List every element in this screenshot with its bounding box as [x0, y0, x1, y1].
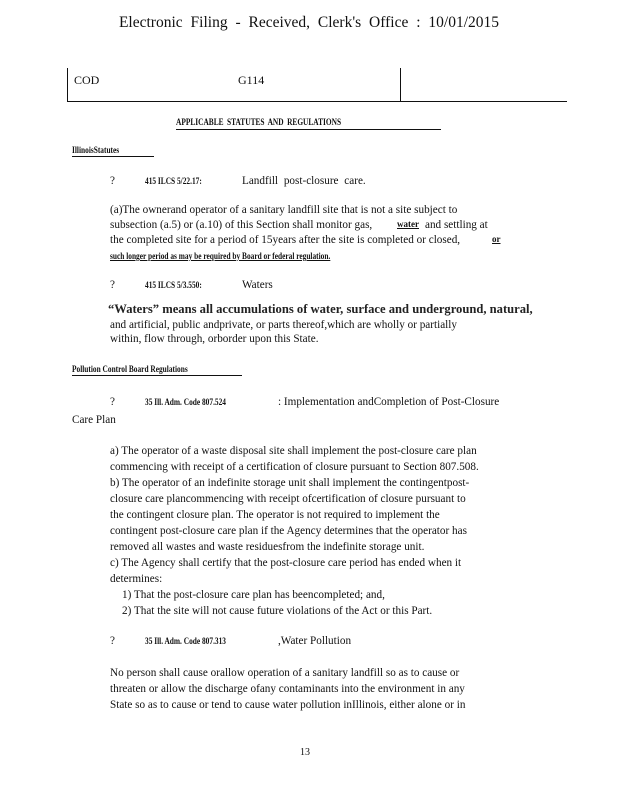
- regulation-citation: 35 Ill. Adm. Code 807.524: [145, 397, 226, 407]
- underlined-word: or: [492, 234, 501, 244]
- bullet-icon: ?: [110, 175, 115, 187]
- numbered-item: 2) That the site will not cause future violations of the Act or this Part.: [122, 605, 433, 617]
- regulation-title: : Implementation andCompletion of Post-Closure: [278, 396, 500, 408]
- paragraph-line: threaten or allow the discharge ofany contaminants into the environment in any: [110, 683, 465, 695]
- paragraph-line: (a)The ownerand operator of a sanitary landfill site that is not a site subject to: [110, 204, 458, 216]
- regulation-title-continued: Care Plan: [72, 414, 116, 426]
- statute-title: Landfill post-closure care.: [242, 175, 366, 187]
- statute-title: Waters: [242, 279, 273, 291]
- filing-header: Electronic Filing - Received, Clerk's Office : 10/01/2015: [118, 14, 500, 31]
- statute-citation: 415 ILCS 5/3.550:: [145, 280, 202, 290]
- paragraph-line: subsection (a.5) or (a.10) of this Section shall monitor gas,: [110, 219, 373, 231]
- paragraph-line: b) The operator of an indefinite storage unit shall implement the contingentpost-: [110, 477, 470, 489]
- paragraph-line: commencing with receipt of a certification of closure pursuant to Section 807.508.: [110, 461, 479, 473]
- paragraph-line: removed all wastes and waste residuesfrom the indefinite storage unit.: [110, 541, 425, 553]
- paragraph-line: the contingent closure plan. The operator is not required to implement the: [110, 509, 440, 521]
- paragraph-line: a) The operator of a waste disposal site shall implement the post-closure care plan: [110, 445, 477, 457]
- section-title-underline: [176, 129, 441, 130]
- g114-label: G114: [238, 73, 265, 87]
- illinois-statutes-underline: [72, 156, 154, 157]
- paragraph-line: and settling at: [425, 219, 488, 231]
- section-title: APPLICABLE STATUTES AND REGULATIONS: [176, 117, 342, 127]
- box-left-border: [67, 68, 68, 101]
- bullet-icon: ?: [110, 635, 115, 647]
- regulation-title: ,Water Pollution: [278, 635, 352, 647]
- paragraph-line: and artificial, public andprivate, or parts thereof,which are wholly or partially: [110, 319, 457, 331]
- page-number: 13: [300, 747, 310, 758]
- box-right-divider: [400, 68, 401, 101]
- waters-definition: “Waters” means all accumulations of water, surface and underground, natural,: [108, 302, 533, 316]
- pcb-regulations-heading: Pollution Control Board Regulations: [72, 364, 188, 374]
- paragraph-line: c) The Agency shall certify that the post-closure care period has ended when it: [110, 557, 462, 569]
- underlined-line: such longer period as may be required by Board or federal regulation.: [110, 251, 331, 261]
- paragraph-line: closure care plancommencing with receipt ofcertification of closure pursuant to: [110, 493, 466, 505]
- illinois-statutes-heading: IllinoisStatutes: [72, 145, 120, 155]
- pcb-regulations-underline: [72, 375, 242, 376]
- cod-label: COD: [74, 73, 100, 87]
- underlined-word: water: [397, 219, 419, 229]
- statute-citation: 415 ILCS 5/22.17:: [145, 176, 202, 186]
- regulation-citation: 35 Ill. Adm. Code 807.313: [145, 636, 226, 646]
- paragraph-line: within, flow through, orborder upon this State.: [110, 333, 319, 345]
- paragraph-line: State so as to cause or tend to cause water pollution inIllinois, either alone or in: [110, 699, 466, 711]
- box-bottom-border: [67, 101, 567, 102]
- paragraph-line: No person shall cause orallow operation of a sanitary landfill so as to cause or: [110, 667, 460, 679]
- numbered-item: 1) That the post-closure care plan has beencompleted; and,: [122, 589, 385, 601]
- paragraph-line: the completed site for a period of 15years after the site is completed or closed,: [110, 234, 461, 246]
- bullet-icon: ?: [110, 396, 115, 408]
- paragraph-line: determines:: [110, 573, 163, 585]
- bullet-icon: ?: [110, 279, 115, 291]
- paragraph-line: contingent post-closure care plan if the Agency determines that the operator has: [110, 525, 467, 537]
